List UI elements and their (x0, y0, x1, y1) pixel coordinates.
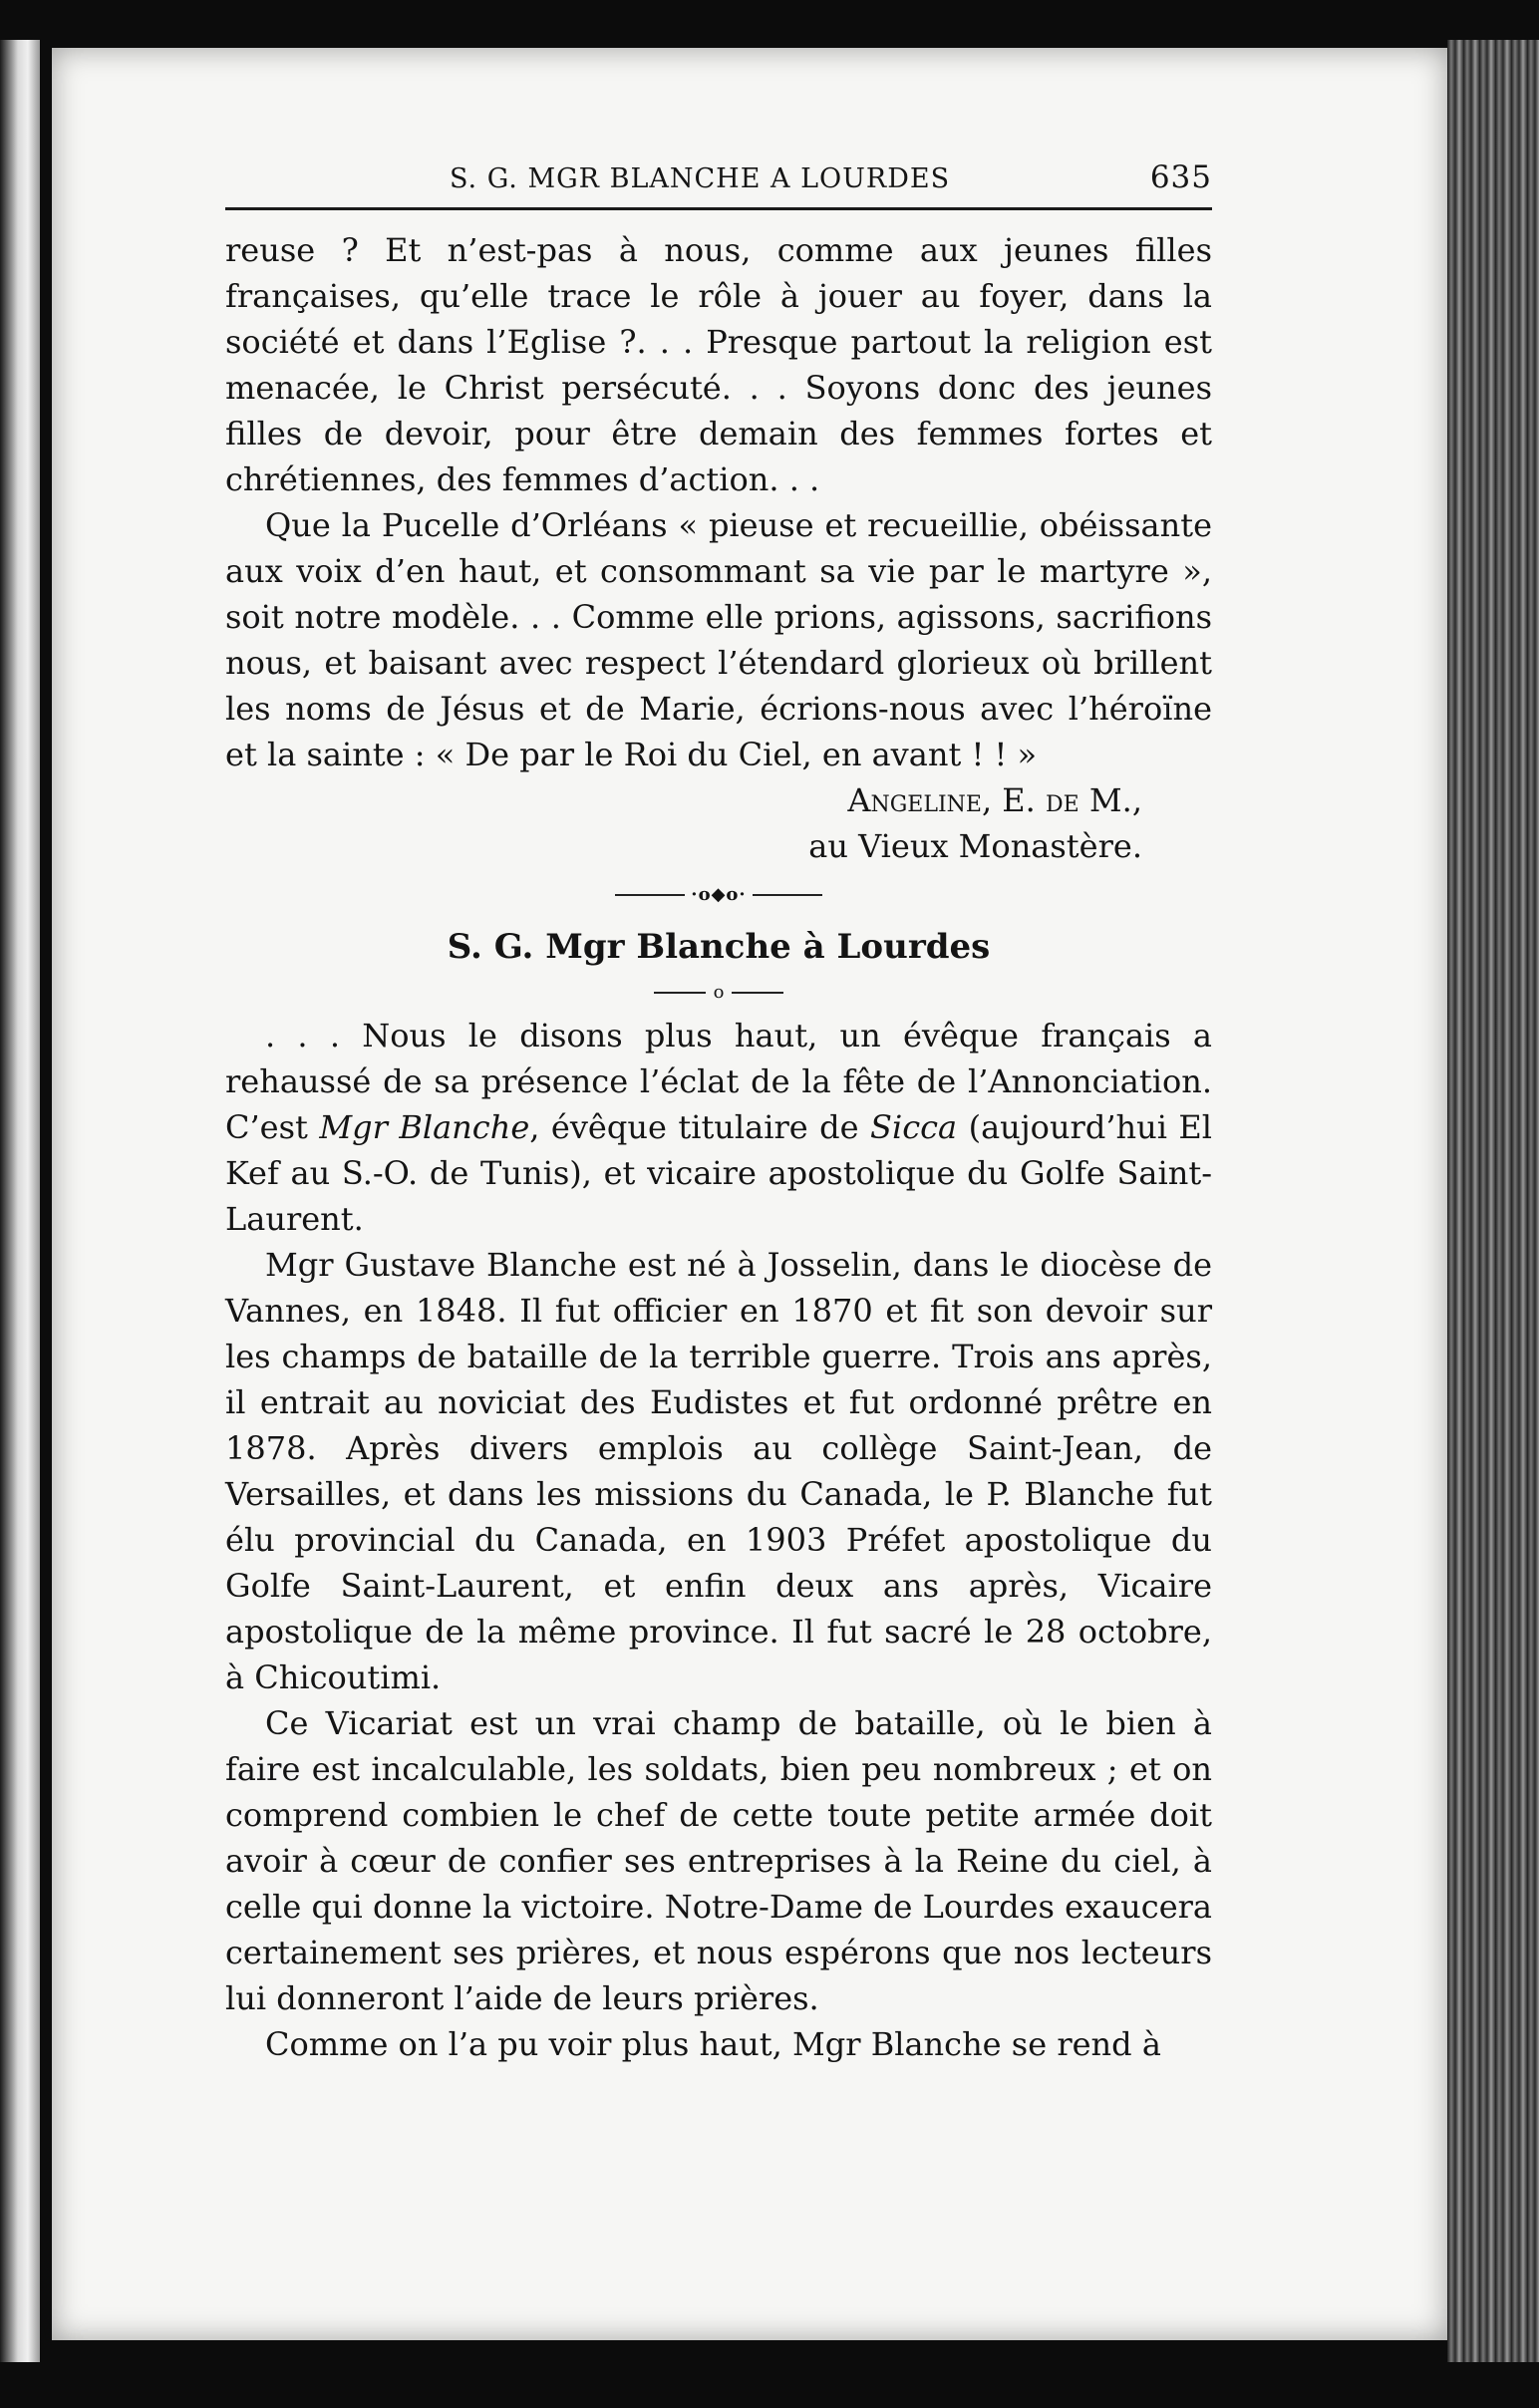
intro-sicca: Sicca (870, 1108, 958, 1146)
book-page-edges (1447, 40, 1539, 2362)
divider-rule-left (615, 894, 685, 896)
paragraph-intro (225, 1013, 1212, 1242)
ornamental-divider (225, 869, 1212, 921)
signature-block (225, 777, 1212, 869)
divider-ornament: ·o◆o· (691, 884, 747, 905)
signature-place: au Vieux Monastère. (808, 827, 1142, 865)
section-title: S. G. Mgr Blanche à Lourdes (447, 927, 991, 967)
intro-text-c: (aujourd’hui El Kef au S.-O. de Tunis), et vicaire apostolique du Golfe Saint-Laurent. (225, 1108, 1213, 1238)
paragraph-pucelle: Que la Pucelle d’Orléans « pieuse et recueillie, obéissante aux voix d’en haut, et consommant sa vie par le martyre », soit notre modèle. . . Comme elle prions, agissons, sacrifions nous, et baisant avec respect l’étendard glorieux où brillent les noms de Jésus et de Marie, écrions-nous avec l’héroïne et la sainte : « De par le Roi du Ciel, en avant ! ! » (225, 506, 1212, 773)
running-title: S. G. MGR BLANCHE A LOURDES (450, 163, 951, 194)
divider-rule-right (753, 894, 822, 896)
facing-page-edge (0, 40, 40, 2362)
intro-text-a: . . . Nous le disons plus haut, un évêque français a rehaussé de sa présence l’éclat de la fête de l’Annonciation. C’est (225, 1017, 1212, 1146)
page-number: 635 (1149, 159, 1212, 195)
intro-mgr-blanche: Mgr Blanche (319, 1108, 530, 1146)
paragraph-vicariat: Ce Vicariat est un vrai champ de bataille, où le bien à faire est incalculable, les soldats, bien peu nombreux ; et on comprend combien le chef de cette toute petite armée doit avoir à cœur de confier ses entreprises à la Reine du ciel, à celle qui donne la victoire. Notre-Dame de Lourdes exaucera certainement ses prières, et nous espérons que nos lecteurs lui donneront l’aide de leurs prières. (225, 1704, 1212, 2017)
paragraph-continued: reuse ? Et n’est-pas à nous, comme aux jeunes filles françaises, qu’elle trace le rôle à jouer au foyer, dans la société et dans l’Eglise ?. . . Presque partout la religion est menacée, le Christ persécuté. . . Soyons donc des jeunes filles de devoir, pour être demain des femmes fortes et chrétiennes, des femmes d’action. . . (225, 231, 1212, 498)
sub-divider-ornament: o (713, 982, 725, 1003)
header-rule (225, 207, 1212, 210)
sub-divider-rule-right (732, 992, 783, 994)
intro-text-b: , évêque titulaire de (529, 1108, 871, 1146)
paragraph-closing: Comme on l’a pu voir plus haut, Mgr Blanche se rend à (265, 2025, 1161, 2063)
paragraph-biography: Mgr Gustave Blanche est né à Josselin, dans le diocèse de Vannes, en 1848. Il fut officier en 1870 et fit son devoir sur les champs de bataille de la terrible guerre. Trois ans après, il entrait au noviciat des Eudistes et fut ordonné prêtre en 1878. Après divers emplois au collège Saint-Jean, de Versailles, et dans les missions du Canada, le P. Blanche fut élu provincial du Canada, en 1903 Préfet apostolique du Golfe Saint-Laurent, et enfin deux ans après, Vicaire apostolique de la même province. Il fut sacré le 28 octobre, à Chicoutimi. (225, 1246, 1212, 1696)
running-head (225, 159, 1212, 199)
signature-name: Angeline, E. de M., (847, 781, 1142, 819)
page-body (225, 227, 1212, 2067)
sub-divider-rule-left (654, 992, 706, 994)
section-sub-divider (225, 973, 1212, 1013)
